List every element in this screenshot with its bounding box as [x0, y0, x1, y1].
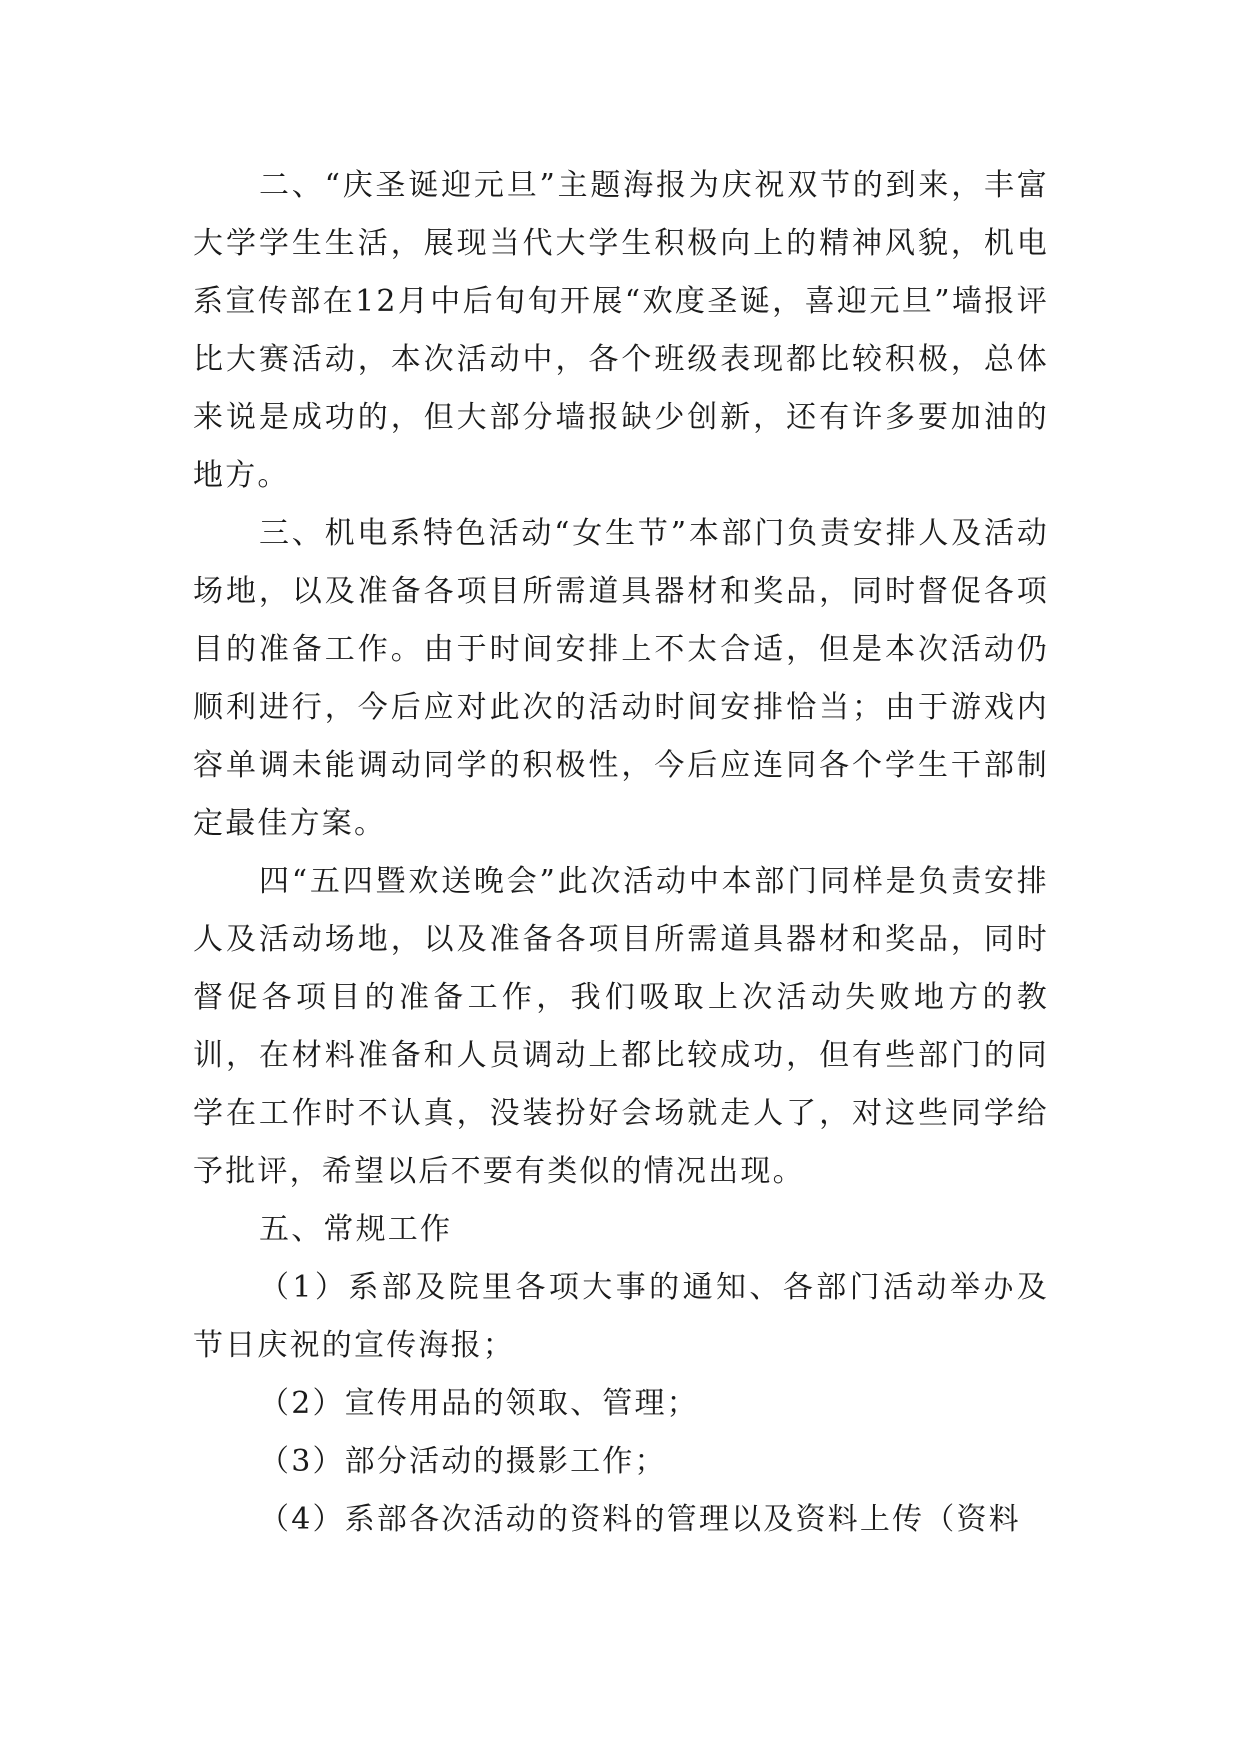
paragraph-section-4-may-fourth: 四“五四暨欢送晚会”此次活动中本部门同样是负责安排人及活动场地，以及准备各项目所需道具器材和奖品，同时督促各项目的准备工作，我们吸取上次活动失败地方的教训，在材料准备和人员调动上都比较成功，但有些部门的同学在工作时不认真，没装扮好会场就走人了，对这些同学给予批评，希望以后不要有类似的情况出现。	[193, 864, 1049, 1189]
paragraph-section-2-poster: 二、“庆圣诞迎元旦”主题海报为庆祝双节的到来，丰富大学学生生活，展现当代大学生积极向上的精神风貌，机电系宣传部在12月中后旬旬开展“欢度圣诞，喜迎元旦”墙报评比大赛活动，本次活动中，各个班级表现都比较积极，总体来说是成功的，但大部分墙报缺少创新，还有许多要加油的地方。	[193, 168, 1049, 493]
paragraph-item-3: （3）部分活动的摄影工作；	[259, 1444, 667, 1479]
paragraph-item-2: （2）宣传用品的领取、管理；	[259, 1386, 699, 1421]
document-body	[193, 157, 1049, 1549]
paragraph-section-3-girls-day: 三、机电系特色活动“女生节”本部门负责安排人及活动场地，以及准备各项目所需道具器材和奖品，同时督促各项目的准备工作。由于时间安排上不太合适，但是本次活动仍顺利进行，今后应对此次的活动时间安排恰当；由于游戏内容单调未能调动同学的积极性，今后应连同各个学生干部制定最佳方案。	[193, 516, 1049, 841]
paragraph-item-1: （1）系部及院里各项大事的通知、各部门活动举办及节日庆祝的宣传海报；	[193, 1270, 1049, 1363]
paragraph-item-4: （4）系部各次活动的资料的管理以及资料上传（资料	[259, 1502, 1021, 1537]
paragraph-section-5-heading: 五、常规工作	[259, 1212, 453, 1247]
